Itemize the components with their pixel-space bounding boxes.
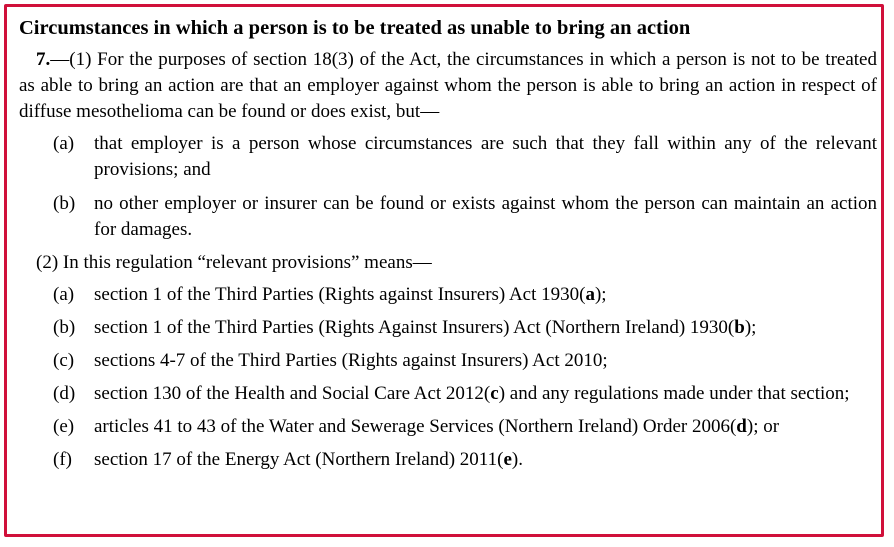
list-item (19, 282, 877, 308)
regulation-heading: Circumstances in which a person is to be treated as unable to bring an action (19, 17, 691, 39)
list-item-label: (e) (53, 416, 75, 437)
list-item-text: section 1 of the Third Parties (Rights against Insurers) Act 1930( (94, 284, 586, 305)
footnote-ref: e (503, 449, 512, 470)
list-item (19, 315, 877, 341)
footnote-ref: c (490, 383, 499, 404)
relevant-provisions-list (19, 282, 877, 473)
list-item-text: section 130 of the Health and Social Care Act 2012( (94, 383, 491, 404)
footnote-ref: d (736, 416, 747, 437)
regulation-number: 7. (36, 49, 51, 70)
list-item-label: (d) (53, 383, 76, 404)
footnote-ref: b (734, 317, 745, 338)
list-item-text: section 17 of the Energy Act (Northern Ireland) 2011( (94, 449, 504, 470)
list-item-tail: ). (511, 449, 523, 470)
list-item-tail: ); (744, 317, 757, 338)
list-item (19, 131, 877, 183)
list-item-tail: ); (594, 284, 607, 305)
regulation-7-paragraph-2: (2) In this regulation “relevant provisions” means— (36, 252, 432, 273)
paragraph-1-text: —(1) For the purposes of section 18(3) of the Act, the circumstances in which a person is not to be treated as able to bring an action are that an employer against whom the person is able to bring an action in respect of diffuse mesothelioma can be found or does exist, but— (19, 49, 877, 122)
list-item (19, 381, 877, 407)
list-item-tail: ) and any regulations made under that section; (498, 383, 850, 404)
list-item-label: (c) (53, 350, 75, 371)
list-item-text: sections 4-7 of the Third Parties (Rights against Insurers) Act 2010; (94, 350, 608, 371)
list-item-text: no other employer or insurer can be found or exists against whom the person can maintain an action for damages. (94, 193, 877, 240)
list-item-label: (a) (53, 133, 75, 154)
list-item-label: (b) (53, 317, 76, 338)
regulation-7-paragraph-1 (19, 47, 877, 125)
list-item-text: that employer is a person whose circumstances are such that they fall within any of the relevant provisions; and (94, 133, 877, 180)
list-item-label: (f) (53, 449, 72, 470)
footnote-ref: a (585, 284, 595, 305)
list-item (19, 348, 877, 374)
list-item-label: (a) (53, 284, 75, 305)
list-item-text: articles 41 to 43 of the Water and Sewerage Services (Northern Ireland) Order 2006( (94, 416, 737, 437)
list-item (19, 191, 877, 243)
list-item (19, 414, 877, 440)
list-item-text: section 1 of the Third Parties (Rights Against Insurers) Act (Northern Ireland) 1930( (94, 317, 735, 338)
list-item-label: (b) (53, 193, 76, 214)
list-item (19, 447, 877, 473)
document-excerpt (19, 14, 877, 473)
list-item-tail: ); or (746, 416, 780, 437)
